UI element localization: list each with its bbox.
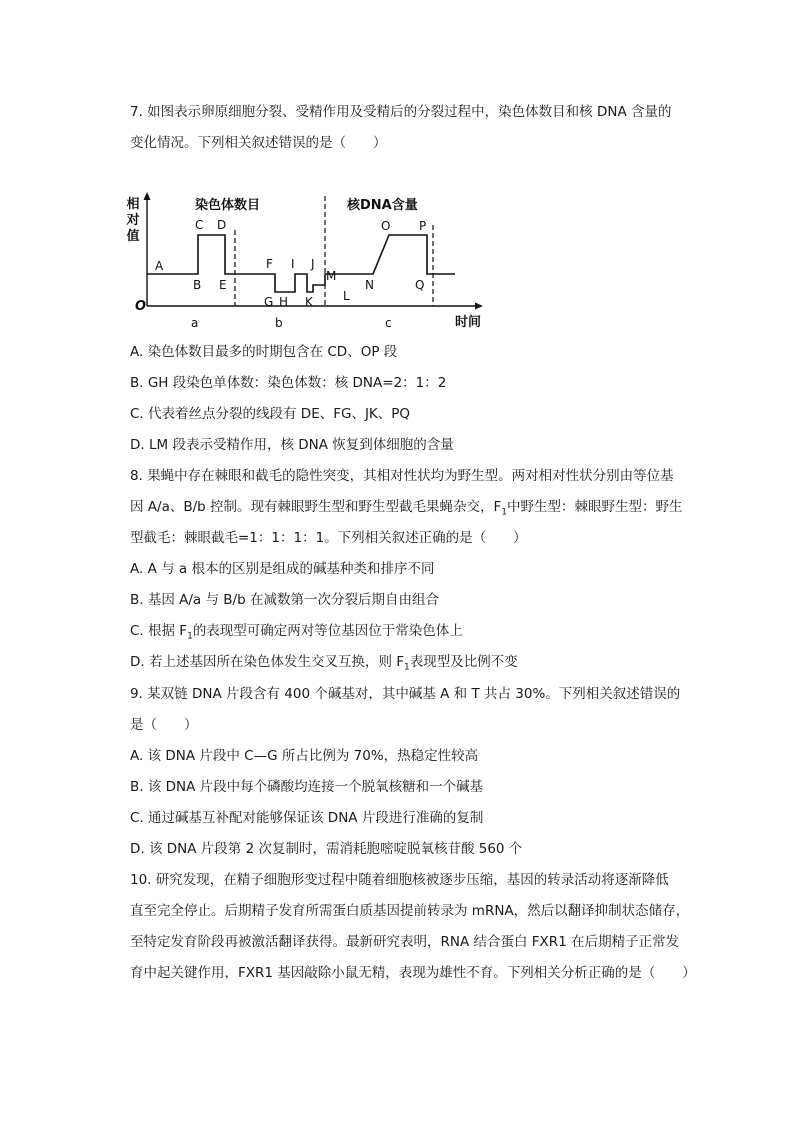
title-dna: 核DNA含量	[347, 198, 418, 213]
q8-option-b: B. 基因 A/a 与 B/b 在减数第一次分裂后期自由组合	[130, 592, 439, 608]
point-label: M	[326, 269, 337, 283]
point-label: F	[266, 257, 273, 271]
q8-option-c: C. 根据 $F_1$的表现型可确定两对等位基因位于常染色体上	[130, 623, 463, 642]
q9-stem-line1: 9. 某双链 DNA 片段含有 400 个碱基对，其中碱基 A 和 T 共占 30%。下列相关叙述错误的	[130, 686, 681, 702]
q8-option-d: D. 若上述基因所在染色体发生交叉互换，则 $F_1$表现型及比例不变	[130, 654, 518, 673]
title-chromosome: 染色体数目	[195, 198, 261, 213]
ylabel-char: 相	[126, 197, 140, 212]
q9-option-d: D. 该 DNA 片段第 2 次复制时，需消耗胞嘧啶脱氧核苷酸 560 个	[130, 841, 523, 857]
q10-stem-line2: 直至完全停止。后期精子发育所需蛋白质基因提前转录为 mRNA，然后以翻译抑制状态储存，	[130, 903, 690, 919]
point-label: P	[419, 219, 427, 233]
segment-label: b	[275, 316, 283, 330]
q7-stem-line2: 变化情况。下列相关叙述错误的是（ ）	[130, 135, 387, 151]
q10-stem-line4: 育中起关键作用，FXR1 基因敲除小鼠无精，表现为雄性不育。下列相关分析正确的是（ ）	[130, 965, 696, 981]
q8-option-a: A. A 与 a 根本的区别是组成的碱基种类和排序不同	[130, 561, 435, 577]
x-axis-label: 时间	[455, 315, 482, 330]
origin-label: O	[135, 299, 147, 314]
q9-option-b: B. 该 DNA 片段中每个磷酸均连接一个脱氧核糖和一个碱基	[130, 779, 484, 795]
q7-stem-line1: 7. 如图表示卵原细胞分裂、受精作用及受精后的分裂过程中，染色体数目和核 DNA 含量的	[130, 104, 672, 120]
point-label: H	[279, 295, 289, 309]
q7-option-c: C. 代表着丝点分裂的线段有 DE、FG、JK、PQ	[130, 406, 411, 422]
q10-stem-line3: 至特定发育阶段再被激活翻译获得。最新研究表明，RNA 结合蛋白 FXR1 在后期精子正常发	[130, 934, 680, 950]
y-axis-arrow	[144, 192, 151, 200]
point-label: A	[155, 259, 164, 273]
q7-option-d: D. LM 段表示受精作用，核 DNA 恢复到体细胞的含量	[130, 437, 454, 453]
point-label: C	[195, 218, 204, 232]
chromosome-dna-graph	[125, 190, 495, 330]
point-label: G	[264, 295, 274, 309]
q9-stem-line2: 是（ ）	[130, 717, 198, 733]
point-label: K	[305, 295, 313, 309]
point-label: N	[365, 278, 374, 292]
q10-stem-line1: 10. 研究发现，在精子细胞形变过程中随着细胞核被逐步压缩，基因的转录活动将逐渐降低	[130, 872, 669, 888]
q9-option-a: A. 该 DNA 片段中 C—G 所占比例为 70%，热稳定性较高	[130, 748, 479, 764]
point-label: L	[343, 289, 350, 303]
ylabel-char: 值	[126, 229, 140, 244]
point-label: Q	[415, 278, 425, 292]
segment-label: a	[191, 316, 199, 330]
q8-stem-line3: 型截毛：棘眼截毛=1：1：1：1。下列相关叙述正确的是（ ）	[130, 530, 527, 546]
point-label: D	[217, 218, 227, 232]
q9-option-c: C. 通过碱基互补配对能够保证该 DNA 片段进行准确的复制	[130, 810, 484, 826]
point-label: B	[193, 278, 202, 292]
segment-label: c	[385, 316, 392, 330]
point-label: O	[381, 219, 391, 233]
x-axis-arrow	[475, 303, 483, 310]
q7-option-a: A. 染色体数目最多的时期包含在 CD、OP 段	[130, 344, 398, 360]
point-label: I	[291, 257, 295, 271]
point-label: E	[219, 278, 227, 292]
ylabel-char: 对	[126, 213, 140, 228]
q7-option-b: B. GH 段染色单体数：染色体数：核 DNA=2：1：2	[130, 375, 447, 391]
point-label: J	[311, 257, 315, 271]
q8-stem-line1: 8. 果蝇中存在棘眼和截毛的隐性突变，其相对性状均为野生型。两对相对性状分别由等位基	[130, 468, 674, 484]
q8-stem-line2: 因 A/a、B/b 控制。现有棘眼野生型和野生型截毛果蝇杂交，$F_1$中野生型：棘眼野生型：野生	[130, 499, 683, 518]
